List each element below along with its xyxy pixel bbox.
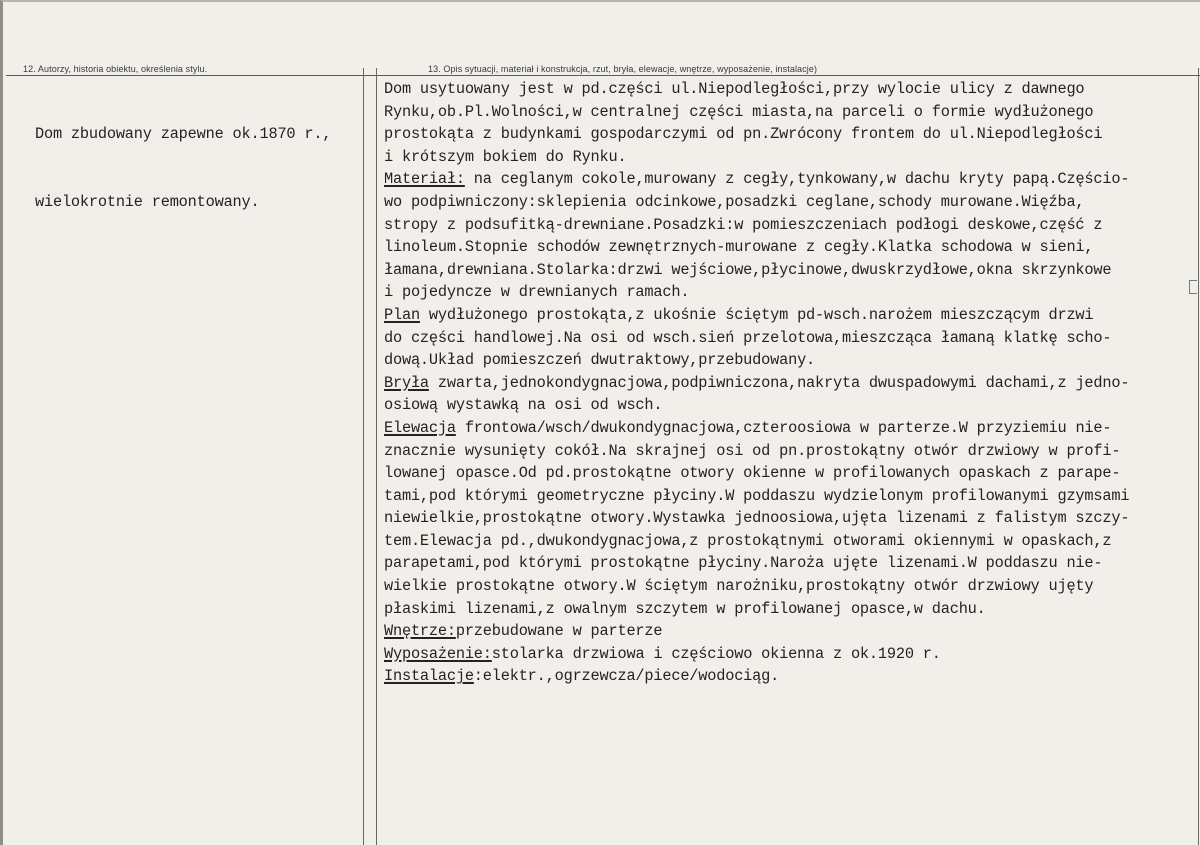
description-line [384,304,1129,327]
section-label: Wnętrze: [384,622,456,641]
description-line [384,372,1129,395]
line-text: tami,pod którymi geometryczne płyciny.W poddaszu wydzielonym profilowanymi gzymsami [384,486,1130,505]
description-line [384,417,1129,440]
line-text: płaskimi lizenami,z owalnym szczytem w profilowanej opasce,w dachu. [384,599,986,618]
line-text: wo podpiwniczony:sklepienia odcinkowe,posadzki ceglane,schody murowane.Więźba, [384,192,1085,211]
description-line [384,620,1129,643]
line-text: wielkie prostokątne otwory.W ściętym narożniku,prostokątny otwór drzwiowy ujęty [384,577,1094,596]
line-text: Rynku,ob.Pl.Wolności,w centralnej części miasta,na parceli o formie wydłużonego [384,102,1094,121]
description-line [384,78,1129,101]
description-line [384,349,1129,372]
line-text: lowanej opasce.Od pd.prostokątne otwory okienne w profilowanych opaskach z parape- [384,464,1121,483]
edge-bracket-mark [1189,280,1197,294]
right-margin-rule [1198,68,1199,845]
column-divider-left [363,68,364,845]
description-line [384,168,1129,191]
line-text: stropy z podsufitką-drewniane.Posadzki:w pomieszczeniach podłogi deskowe,część z [384,215,1103,234]
line-text: parapetami,pod którymi prostokątne płyciny.Naroża ujęte lizenami.W poddaszu nie- [384,554,1103,573]
description-line [384,123,1129,146]
section-13-header: 13. Opis sytuacji, materiał i konstrukcja, rzut, bryła, elewacje, wnętrze, wyposażenie, instalacje) [428,64,818,74]
description-line [384,598,1129,621]
line-text: tem.Elewacja pd.,dwukondygnacjowa,z prostokątnymi otworami okiennymi w opaskach,z [384,531,1112,550]
line-text: osiową wystawką na osi od wsch. [384,396,663,415]
description-line [384,191,1129,214]
description-line [384,552,1129,575]
description-line [384,394,1129,417]
line-text: na ceglanym cokole,murowany z cegły,tynkowany,w dachu kryty papą.Częścio- [464,170,1130,189]
line-text: frontowa/wsch/dwukondygnacjowa,czteroosiowa w parterze.W przyziemiu nie- [455,418,1112,437]
description-line [384,462,1129,485]
column-divider-right [376,68,377,845]
history-text [35,78,331,259]
description-line [384,440,1129,463]
line-text: stolarka drzwiowa i częściowo okienna z ok.1920 r. [491,644,941,663]
line-text: wydłużonego prostokąta,z ukośnie ściętym pd-wsch.narożem mieszczącym drzwi [419,305,1094,324]
section-label: Materiał: [384,170,465,189]
line-text: :elektr.,ogrzewcza/piece/wodociąg. [473,667,780,686]
description-line [384,259,1129,282]
line-text: linoleum.Stopnie schodów zewnętrznych-murowane z cegły.Klatka schodowa w sieni, [384,238,1094,257]
history-line: wielokrotnie remontowany. [35,192,260,211]
line-text: Dom usytuowany jest w pd.części ul.Niepodległości,przy wylocie ulicy z dawnego [384,80,1085,98]
description-line [384,530,1129,553]
description-line [384,327,1129,350]
line-text: i krótszym bokiem do Rynku. [384,147,627,166]
section-12-header: 12. Autorzy, historia obiektu, określenia stylu. [23,64,208,74]
section-label: Plan [384,305,420,324]
line-text: prostokąta z budynkami gospodarczymi od pn.Zwrócony frontem do ul.Niepodległości [384,125,1103,144]
section-label: Instalacje [384,667,474,686]
section-label: Bryła [384,373,429,392]
line-text: i pojedyncze w drewnianych ramach. [384,283,690,302]
header-rule [6,75,1200,76]
description-line [384,507,1129,530]
line-text: zwarta,jednokondygnacjowa,podpiwniczona,nakryta dwuspadowymi dachami,z jedno- [428,373,1130,392]
line-text: przebudowane w parterze [455,622,663,641]
line-text: do części handlowej.Na osi od wsch.sień przelotowa,mieszcząca łamaną klatkę scho- [384,328,1112,347]
description-line [384,214,1129,237]
description-line [384,281,1129,304]
description-line [384,485,1129,508]
history-line: Dom zbudowany zapewne ok.1870 r., [35,125,332,144]
description-text [384,78,1129,688]
description-line [384,643,1129,666]
section-label: Elewacja [384,418,456,437]
description-line [384,575,1129,598]
description-line [384,146,1129,169]
description-line [384,236,1129,259]
line-text: niewielkie,prostokątne otwory.Wystawka jednoosiowa,ujęta lizenami z falistym szczy- [384,509,1130,528]
description-line [384,101,1129,124]
section-label: Wyposażenie: [384,644,492,663]
line-text: łamana,drewniana.Stolarka:drzwi wejściowe,płycinowe,dwuskrzydłowe,okna skrzynkowe [384,260,1112,279]
line-text: dową.Układ pomieszczeń dwutraktowy,przebudowany. [384,351,816,370]
line-text: znacznie wysunięty cokół.Na skrajnej osi od pn.prostokątny otwór drzwiowy w profi- [384,441,1121,460]
description-line [384,665,1129,688]
